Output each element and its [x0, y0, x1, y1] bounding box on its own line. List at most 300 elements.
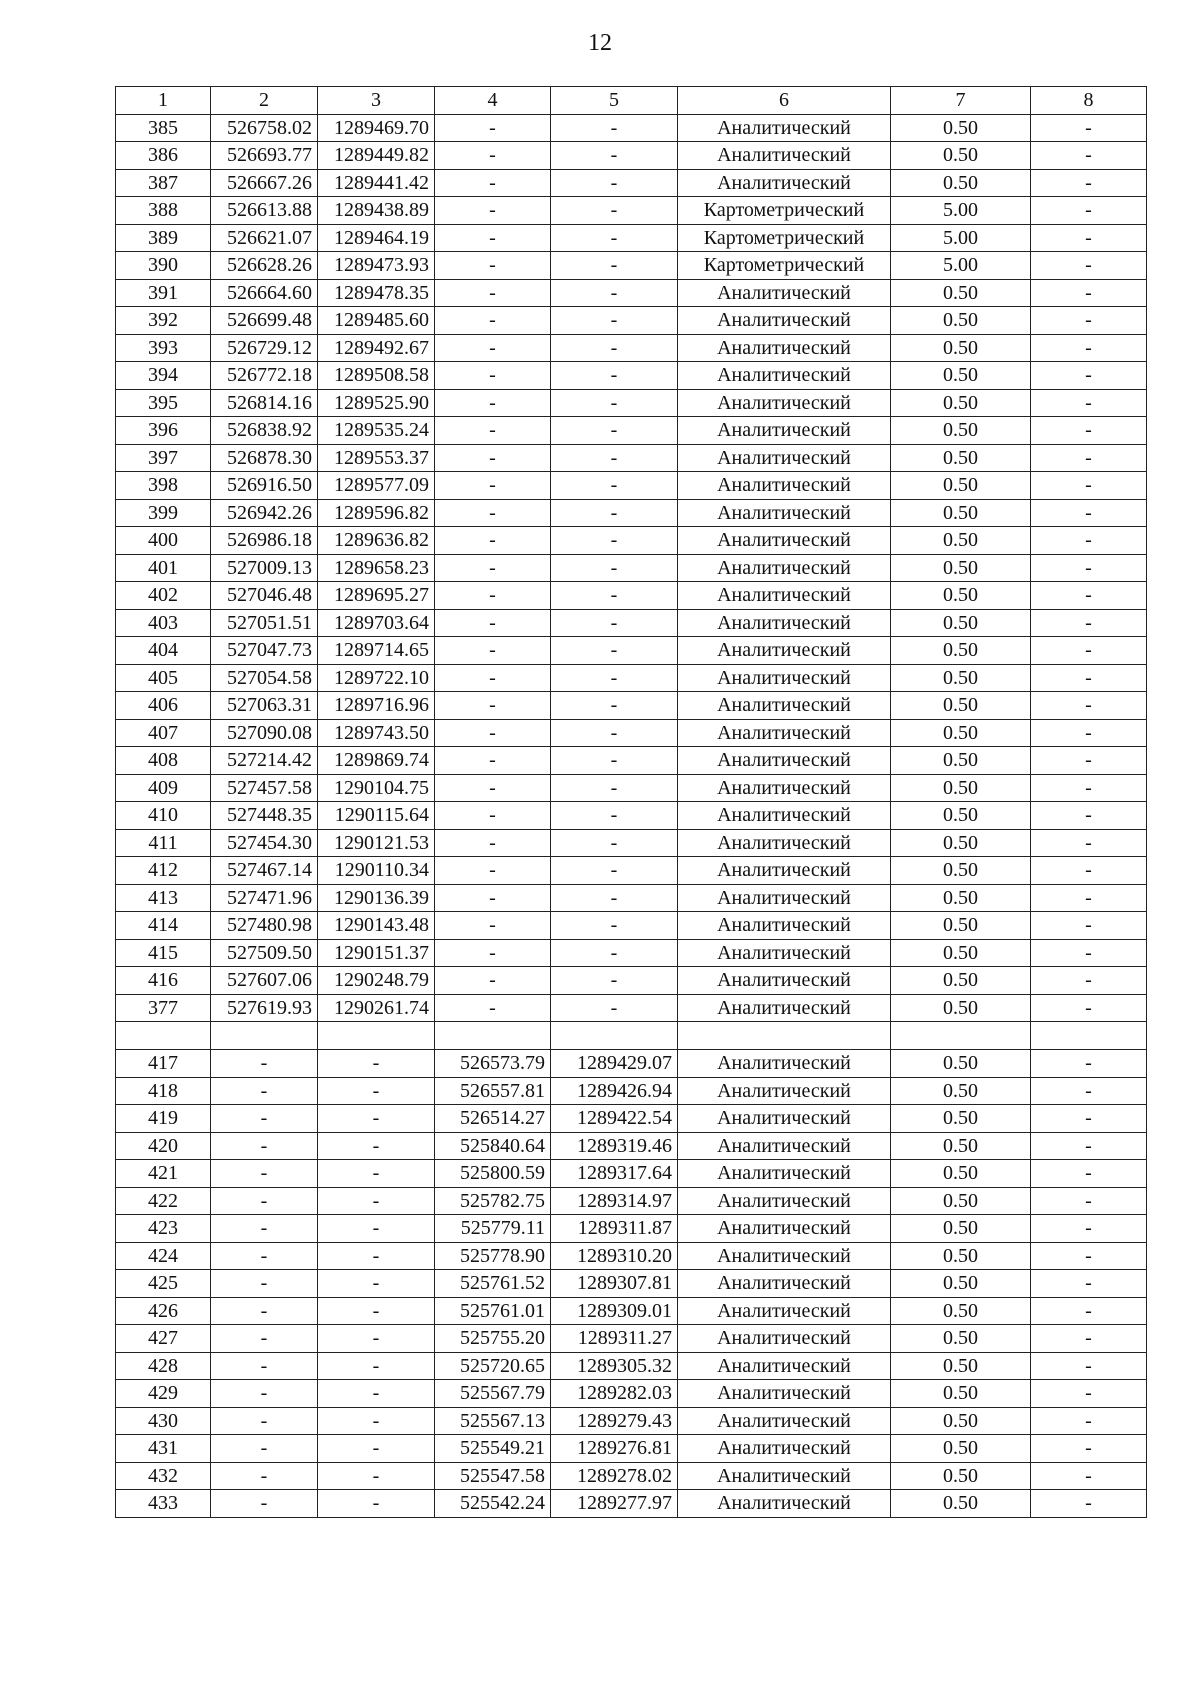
column-header: 6 — [678, 87, 891, 115]
table-cell: 428 — [116, 1352, 211, 1380]
table-cell: 526621.07 — [211, 224, 318, 252]
table-cell: 1290110.34 — [318, 857, 435, 885]
table-cell: - — [1031, 1270, 1147, 1298]
table-cell: Аналитический — [678, 912, 891, 940]
table-cell: - — [435, 857, 551, 885]
table-row — [116, 719, 1147, 747]
table-cell: - — [211, 1325, 318, 1353]
table-cell: Аналитический — [678, 884, 891, 912]
table-cell: - — [551, 362, 678, 390]
table-cell: - — [1031, 967, 1147, 995]
table-cell: 0.50 — [891, 1105, 1031, 1133]
table-cell: 419 — [116, 1105, 211, 1133]
table-row — [116, 334, 1147, 362]
table-cell: Картометрический — [678, 197, 891, 225]
table-cell: 410 — [116, 802, 211, 830]
table-cell: Аналитический — [678, 967, 891, 995]
table-cell: - — [1031, 252, 1147, 280]
table-cell: 0.50 — [891, 1325, 1031, 1353]
table-cell: 527619.93 — [211, 994, 318, 1022]
table-cell: - — [1031, 1490, 1147, 1518]
table-row — [116, 389, 1147, 417]
table-cell: - — [211, 1297, 318, 1325]
column-header: 2 — [211, 87, 318, 115]
table-cell: - — [551, 197, 678, 225]
column-header: 5 — [551, 87, 678, 115]
table-cell: 1289319.46 — [551, 1132, 678, 1160]
table-cell: - — [435, 307, 551, 335]
table-cell: Аналитический — [678, 1050, 891, 1078]
table-cell: - — [551, 774, 678, 802]
table-cell: 391 — [116, 279, 211, 307]
table-cell: 0.50 — [891, 114, 1031, 142]
table-cell: - — [1031, 224, 1147, 252]
table-cell: - — [211, 1077, 318, 1105]
table-cell — [678, 1022, 891, 1050]
table-cell: - — [1031, 197, 1147, 225]
table-cell: 525761.01 — [435, 1297, 551, 1325]
table-cell — [551, 1022, 678, 1050]
table-cell: - — [1031, 114, 1147, 142]
table-cell: - — [1031, 472, 1147, 500]
table-cell: 1289695.27 — [318, 582, 435, 610]
table-cell: - — [211, 1215, 318, 1243]
table-cell: - — [1031, 1077, 1147, 1105]
table-row — [116, 1325, 1147, 1353]
table-cell: Аналитический — [678, 1160, 891, 1188]
table-cell: Аналитический — [678, 169, 891, 197]
table-body — [116, 114, 1147, 1517]
table-cell: 526758.02 — [211, 114, 318, 142]
table-cell: 0.50 — [891, 582, 1031, 610]
table-cell: 1289279.43 — [551, 1407, 678, 1435]
column-header: 1 — [116, 87, 211, 115]
table-cell: - — [1031, 609, 1147, 637]
table-cell: 1289317.64 — [551, 1160, 678, 1188]
table-cell: 0.50 — [891, 334, 1031, 362]
table-row — [116, 994, 1147, 1022]
table-cell: 396 — [116, 417, 211, 445]
table-row — [116, 472, 1147, 500]
table-cell: - — [551, 389, 678, 417]
table-cell: - — [435, 884, 551, 912]
table-cell: - — [211, 1352, 318, 1380]
table-cell: - — [211, 1187, 318, 1215]
table-cell — [318, 1022, 435, 1050]
table-cell: 404 — [116, 637, 211, 665]
table-cell: 0.50 — [891, 692, 1031, 720]
table-cell: - — [551, 857, 678, 885]
table-cell: - — [1031, 417, 1147, 445]
table-cell: 412 — [116, 857, 211, 885]
table-cell: 527471.96 — [211, 884, 318, 912]
table-row — [116, 912, 1147, 940]
table-cell: 1289485.60 — [318, 307, 435, 335]
table-cell: 1289311.87 — [551, 1215, 678, 1243]
table-cell: 402 — [116, 582, 211, 610]
table-row — [116, 444, 1147, 472]
table-cell: 527509.50 — [211, 939, 318, 967]
table-cell: - — [211, 1132, 318, 1160]
table-cell: 525547.58 — [435, 1462, 551, 1490]
table-cell: 0.50 — [891, 499, 1031, 527]
column-header: 4 — [435, 87, 551, 115]
table-cell — [1031, 1022, 1147, 1050]
table-cell: - — [435, 224, 551, 252]
table-cell: - — [318, 1380, 435, 1408]
table-row — [116, 692, 1147, 720]
table-cell: 1289703.64 — [318, 609, 435, 637]
table-cell: - — [551, 224, 678, 252]
table-cell: 1289449.82 — [318, 142, 435, 170]
table-cell: 526664.60 — [211, 279, 318, 307]
table-cell: 0.50 — [891, 1380, 1031, 1408]
table-cell: 526729.12 — [211, 334, 318, 362]
table-cell: 0.50 — [891, 554, 1031, 582]
table-row — [116, 1050, 1147, 1078]
table-cell: - — [435, 389, 551, 417]
table-cell: 525755.20 — [435, 1325, 551, 1353]
table-cell: - — [435, 197, 551, 225]
table-row — [116, 1187, 1147, 1215]
table-cell: 400 — [116, 527, 211, 555]
table-cell: 526986.18 — [211, 527, 318, 555]
table-cell: - — [1031, 664, 1147, 692]
table-cell: - — [551, 994, 678, 1022]
table-row — [116, 1297, 1147, 1325]
table-cell: Аналитический — [678, 994, 891, 1022]
table-row — [116, 142, 1147, 170]
table-cell: Аналитический — [678, 1462, 891, 1490]
table-cell: - — [435, 444, 551, 472]
table-cell: - — [435, 472, 551, 500]
table-cell: Аналитический — [678, 527, 891, 555]
table-row — [116, 169, 1147, 197]
table-cell: 1289716.96 — [318, 692, 435, 720]
table-cell: 386 — [116, 142, 211, 170]
table-cell: Аналитический — [678, 417, 891, 445]
table-cell: 0.50 — [891, 747, 1031, 775]
table-cell: 525782.75 — [435, 1187, 551, 1215]
table-cell: - — [435, 252, 551, 280]
table-cell: 0.50 — [891, 994, 1031, 1022]
table-cell: - — [318, 1297, 435, 1325]
table-cell: Аналитический — [678, 719, 891, 747]
table-cell: - — [211, 1462, 318, 1490]
table-cell: - — [318, 1132, 435, 1160]
table-cell: 1289309.01 — [551, 1297, 678, 1325]
table-row — [116, 1270, 1147, 1298]
table-cell: 0.50 — [891, 637, 1031, 665]
table-cell: 393 — [116, 334, 211, 362]
table-cell: - — [318, 1160, 435, 1188]
table-cell: Аналитический — [678, 334, 891, 362]
table-cell: 1289464.19 — [318, 224, 435, 252]
table-cell: Аналитический — [678, 1215, 891, 1243]
table-cell: Аналитический — [678, 1105, 891, 1133]
table-cell: 527054.58 — [211, 664, 318, 692]
table-cell: Аналитический — [678, 774, 891, 802]
table-cell: Аналитический — [678, 362, 891, 390]
table-cell: 5.00 — [891, 197, 1031, 225]
table-cell: 0.50 — [891, 1132, 1031, 1160]
table-cell: - — [435, 747, 551, 775]
table-cell: 399 — [116, 499, 211, 527]
table-cell: 0.50 — [891, 1187, 1031, 1215]
table-cell: - — [318, 1242, 435, 1270]
table-cell: 526814.16 — [211, 389, 318, 417]
table-row — [116, 1352, 1147, 1380]
table-cell: 1289314.97 — [551, 1187, 678, 1215]
table-cell: - — [1031, 692, 1147, 720]
table-cell: Аналитический — [678, 1297, 891, 1325]
table-cell: - — [318, 1462, 435, 1490]
table-cell: - — [1031, 1132, 1147, 1160]
table-cell: 526916.50 — [211, 472, 318, 500]
table-cell: 405 — [116, 664, 211, 692]
table-cell: 417 — [116, 1050, 211, 1078]
table-cell: - — [1031, 1050, 1147, 1078]
table-cell: - — [1031, 527, 1147, 555]
table-cell: 394 — [116, 362, 211, 390]
table-cell: 431 — [116, 1435, 211, 1463]
table-cell: - — [435, 169, 551, 197]
table-cell: 5.00 — [891, 252, 1031, 280]
table-cell: Аналитический — [678, 1132, 891, 1160]
table-cell: - — [1031, 857, 1147, 885]
table-cell: - — [1031, 1242, 1147, 1270]
table-cell: - — [1031, 994, 1147, 1022]
table-cell: 0.50 — [891, 939, 1031, 967]
table-cell: 1290143.48 — [318, 912, 435, 940]
table-cell: Аналитический — [678, 609, 891, 637]
table-row — [116, 1132, 1147, 1160]
table-cell: - — [551, 169, 678, 197]
table-cell: 525567.13 — [435, 1407, 551, 1435]
table-cell: - — [435, 719, 551, 747]
table-cell: 525779.11 — [435, 1215, 551, 1243]
table-cell: - — [1031, 1462, 1147, 1490]
table-cell: 525840.64 — [435, 1132, 551, 1160]
table-cell: - — [1031, 747, 1147, 775]
table-cell: - — [435, 417, 551, 445]
table-cell: - — [1031, 912, 1147, 940]
table-row — [116, 939, 1147, 967]
table-cell: Аналитический — [678, 1380, 891, 1408]
table-cell: 5.00 — [891, 224, 1031, 252]
table-cell: - — [1031, 1380, 1147, 1408]
table-cell: - — [1031, 389, 1147, 417]
table-cell: 1290136.39 — [318, 884, 435, 912]
table-cell: 397 — [116, 444, 211, 472]
table-cell: 0.50 — [891, 169, 1031, 197]
table-cell: - — [551, 307, 678, 335]
table-cell: 1290261.74 — [318, 994, 435, 1022]
table-cell: - — [435, 142, 551, 170]
table-cell: 526573.79 — [435, 1050, 551, 1078]
table-cell: 527454.30 — [211, 829, 318, 857]
table-cell: 1289473.93 — [318, 252, 435, 280]
table-cell: 403 — [116, 609, 211, 637]
table-cell: 525800.59 — [435, 1160, 551, 1188]
table-cell: 1289478.35 — [318, 279, 435, 307]
table-cell: - — [435, 692, 551, 720]
table-cell: - — [1031, 499, 1147, 527]
table-cell: 423 — [116, 1215, 211, 1243]
table-cell: 1289714.65 — [318, 637, 435, 665]
table-cell: - — [1031, 169, 1147, 197]
table-cell: Аналитический — [678, 1270, 891, 1298]
table-cell: 1289278.02 — [551, 1462, 678, 1490]
table-cell: 1289636.82 — [318, 527, 435, 555]
table-cell: - — [435, 664, 551, 692]
table-row — [116, 1077, 1147, 1105]
table-cell: 418 — [116, 1077, 211, 1105]
table-cell: Аналитический — [678, 747, 891, 775]
table-cell: 1289426.94 — [551, 1077, 678, 1105]
table-cell: 424 — [116, 1242, 211, 1270]
table-cell: 1289508.58 — [318, 362, 435, 390]
table-cell: Аналитический — [678, 582, 891, 610]
table-cell: - — [318, 1050, 435, 1078]
table-cell: 388 — [116, 197, 211, 225]
table-cell: - — [318, 1407, 435, 1435]
table-cell: 409 — [116, 774, 211, 802]
table-cell: 0.50 — [891, 719, 1031, 747]
table-cell: - — [551, 142, 678, 170]
table-cell: 0.50 — [891, 142, 1031, 170]
table-cell: 377 — [116, 994, 211, 1022]
table-cell: 527214.42 — [211, 747, 318, 775]
table-cell: - — [1031, 362, 1147, 390]
table-cell: - — [551, 334, 678, 362]
table-cell: 1289553.37 — [318, 444, 435, 472]
table-cell: 387 — [116, 169, 211, 197]
table-cell: 398 — [116, 472, 211, 500]
table-row — [116, 774, 1147, 802]
table-header — [116, 87, 1147, 115]
table-row — [116, 609, 1147, 637]
table-cell: 0.50 — [891, 884, 1031, 912]
table-cell: 527467.14 — [211, 857, 318, 885]
table-cell: 1290115.64 — [318, 802, 435, 830]
table-cell: - — [318, 1077, 435, 1105]
table-cell: - — [1031, 1187, 1147, 1215]
table-cell: 525778.90 — [435, 1242, 551, 1270]
table-cell: - — [551, 499, 678, 527]
table-cell: 406 — [116, 692, 211, 720]
table-cell: Аналитический — [678, 1435, 891, 1463]
table-row — [116, 1215, 1147, 1243]
table-cell: - — [551, 444, 678, 472]
table-row — [116, 252, 1147, 280]
table-cell: - — [1031, 802, 1147, 830]
table-cell: Аналитический — [678, 1352, 891, 1380]
table-cell: 385 — [116, 114, 211, 142]
table-cell: 420 — [116, 1132, 211, 1160]
table-cell: 527607.06 — [211, 967, 318, 995]
table-row — [116, 664, 1147, 692]
table-row — [116, 499, 1147, 527]
table-cell: 527047.73 — [211, 637, 318, 665]
table-cell: - — [318, 1270, 435, 1298]
column-header: 7 — [891, 87, 1031, 115]
table-row — [116, 637, 1147, 665]
table-cell: 1289276.81 — [551, 1435, 678, 1463]
table-cell: Аналитический — [678, 829, 891, 857]
table-cell: 0.50 — [891, 1160, 1031, 1188]
table-cell: - — [551, 554, 678, 582]
table-cell: 0.50 — [891, 472, 1031, 500]
table-cell: 527063.31 — [211, 692, 318, 720]
table-cell: - — [435, 637, 551, 665]
table-cell: Картометрический — [678, 252, 891, 280]
table-cell: - — [1031, 554, 1147, 582]
table-cell: - — [551, 829, 678, 857]
table-cell: - — [1031, 1352, 1147, 1380]
table-cell: Аналитический — [678, 307, 891, 335]
table-row — [116, 307, 1147, 335]
table-cell: - — [551, 692, 678, 720]
table-cell: 432 — [116, 1462, 211, 1490]
table-cell: 1289535.24 — [318, 417, 435, 445]
table-row — [116, 857, 1147, 885]
table-cell: Аналитический — [678, 279, 891, 307]
table-row — [116, 967, 1147, 995]
table-cell: 390 — [116, 252, 211, 280]
table-cell: - — [1031, 279, 1147, 307]
table-row — [116, 829, 1147, 857]
table-cell: - — [551, 279, 678, 307]
table-cell: - — [211, 1435, 318, 1463]
table-cell: 526942.26 — [211, 499, 318, 527]
table-cell: 1290248.79 — [318, 967, 435, 995]
table-cell: Аналитический — [678, 692, 891, 720]
table-cell: Аналитический — [678, 142, 891, 170]
table-cell: Аналитический — [678, 939, 891, 967]
table-cell: 422 — [116, 1187, 211, 1215]
table-cell: - — [435, 829, 551, 857]
table-cell: 0.50 — [891, 774, 1031, 802]
table-cell: - — [435, 362, 551, 390]
table-cell: - — [435, 609, 551, 637]
table-cell: - — [318, 1352, 435, 1380]
table-cell: Аналитический — [678, 1407, 891, 1435]
table-cell: - — [318, 1435, 435, 1463]
table-cell: 421 — [116, 1160, 211, 1188]
table-cell: 1290151.37 — [318, 939, 435, 967]
table-cell: 389 — [116, 224, 211, 252]
table-cell: 0.50 — [891, 967, 1031, 995]
table-cell: Аналитический — [678, 554, 891, 582]
table-cell: - — [1031, 1215, 1147, 1243]
table-cell: 433 — [116, 1490, 211, 1518]
table-cell: 1289492.67 — [318, 334, 435, 362]
table-cell: Картометрический — [678, 224, 891, 252]
table-cell: Аналитический — [678, 1077, 891, 1105]
table-cell: 0.50 — [891, 802, 1031, 830]
table-row — [116, 1380, 1147, 1408]
table-cell: 1289577.09 — [318, 472, 435, 500]
table-cell: 1289722.10 — [318, 664, 435, 692]
table-cell: - — [1031, 1105, 1147, 1133]
table-cell: 1289438.89 — [318, 197, 435, 225]
table-cell: Аналитический — [678, 1187, 891, 1215]
table-cell: 525567.79 — [435, 1380, 551, 1408]
table-cell: Аналитический — [678, 389, 891, 417]
table-cell: - — [1031, 307, 1147, 335]
table-cell: 525720.65 — [435, 1352, 551, 1380]
